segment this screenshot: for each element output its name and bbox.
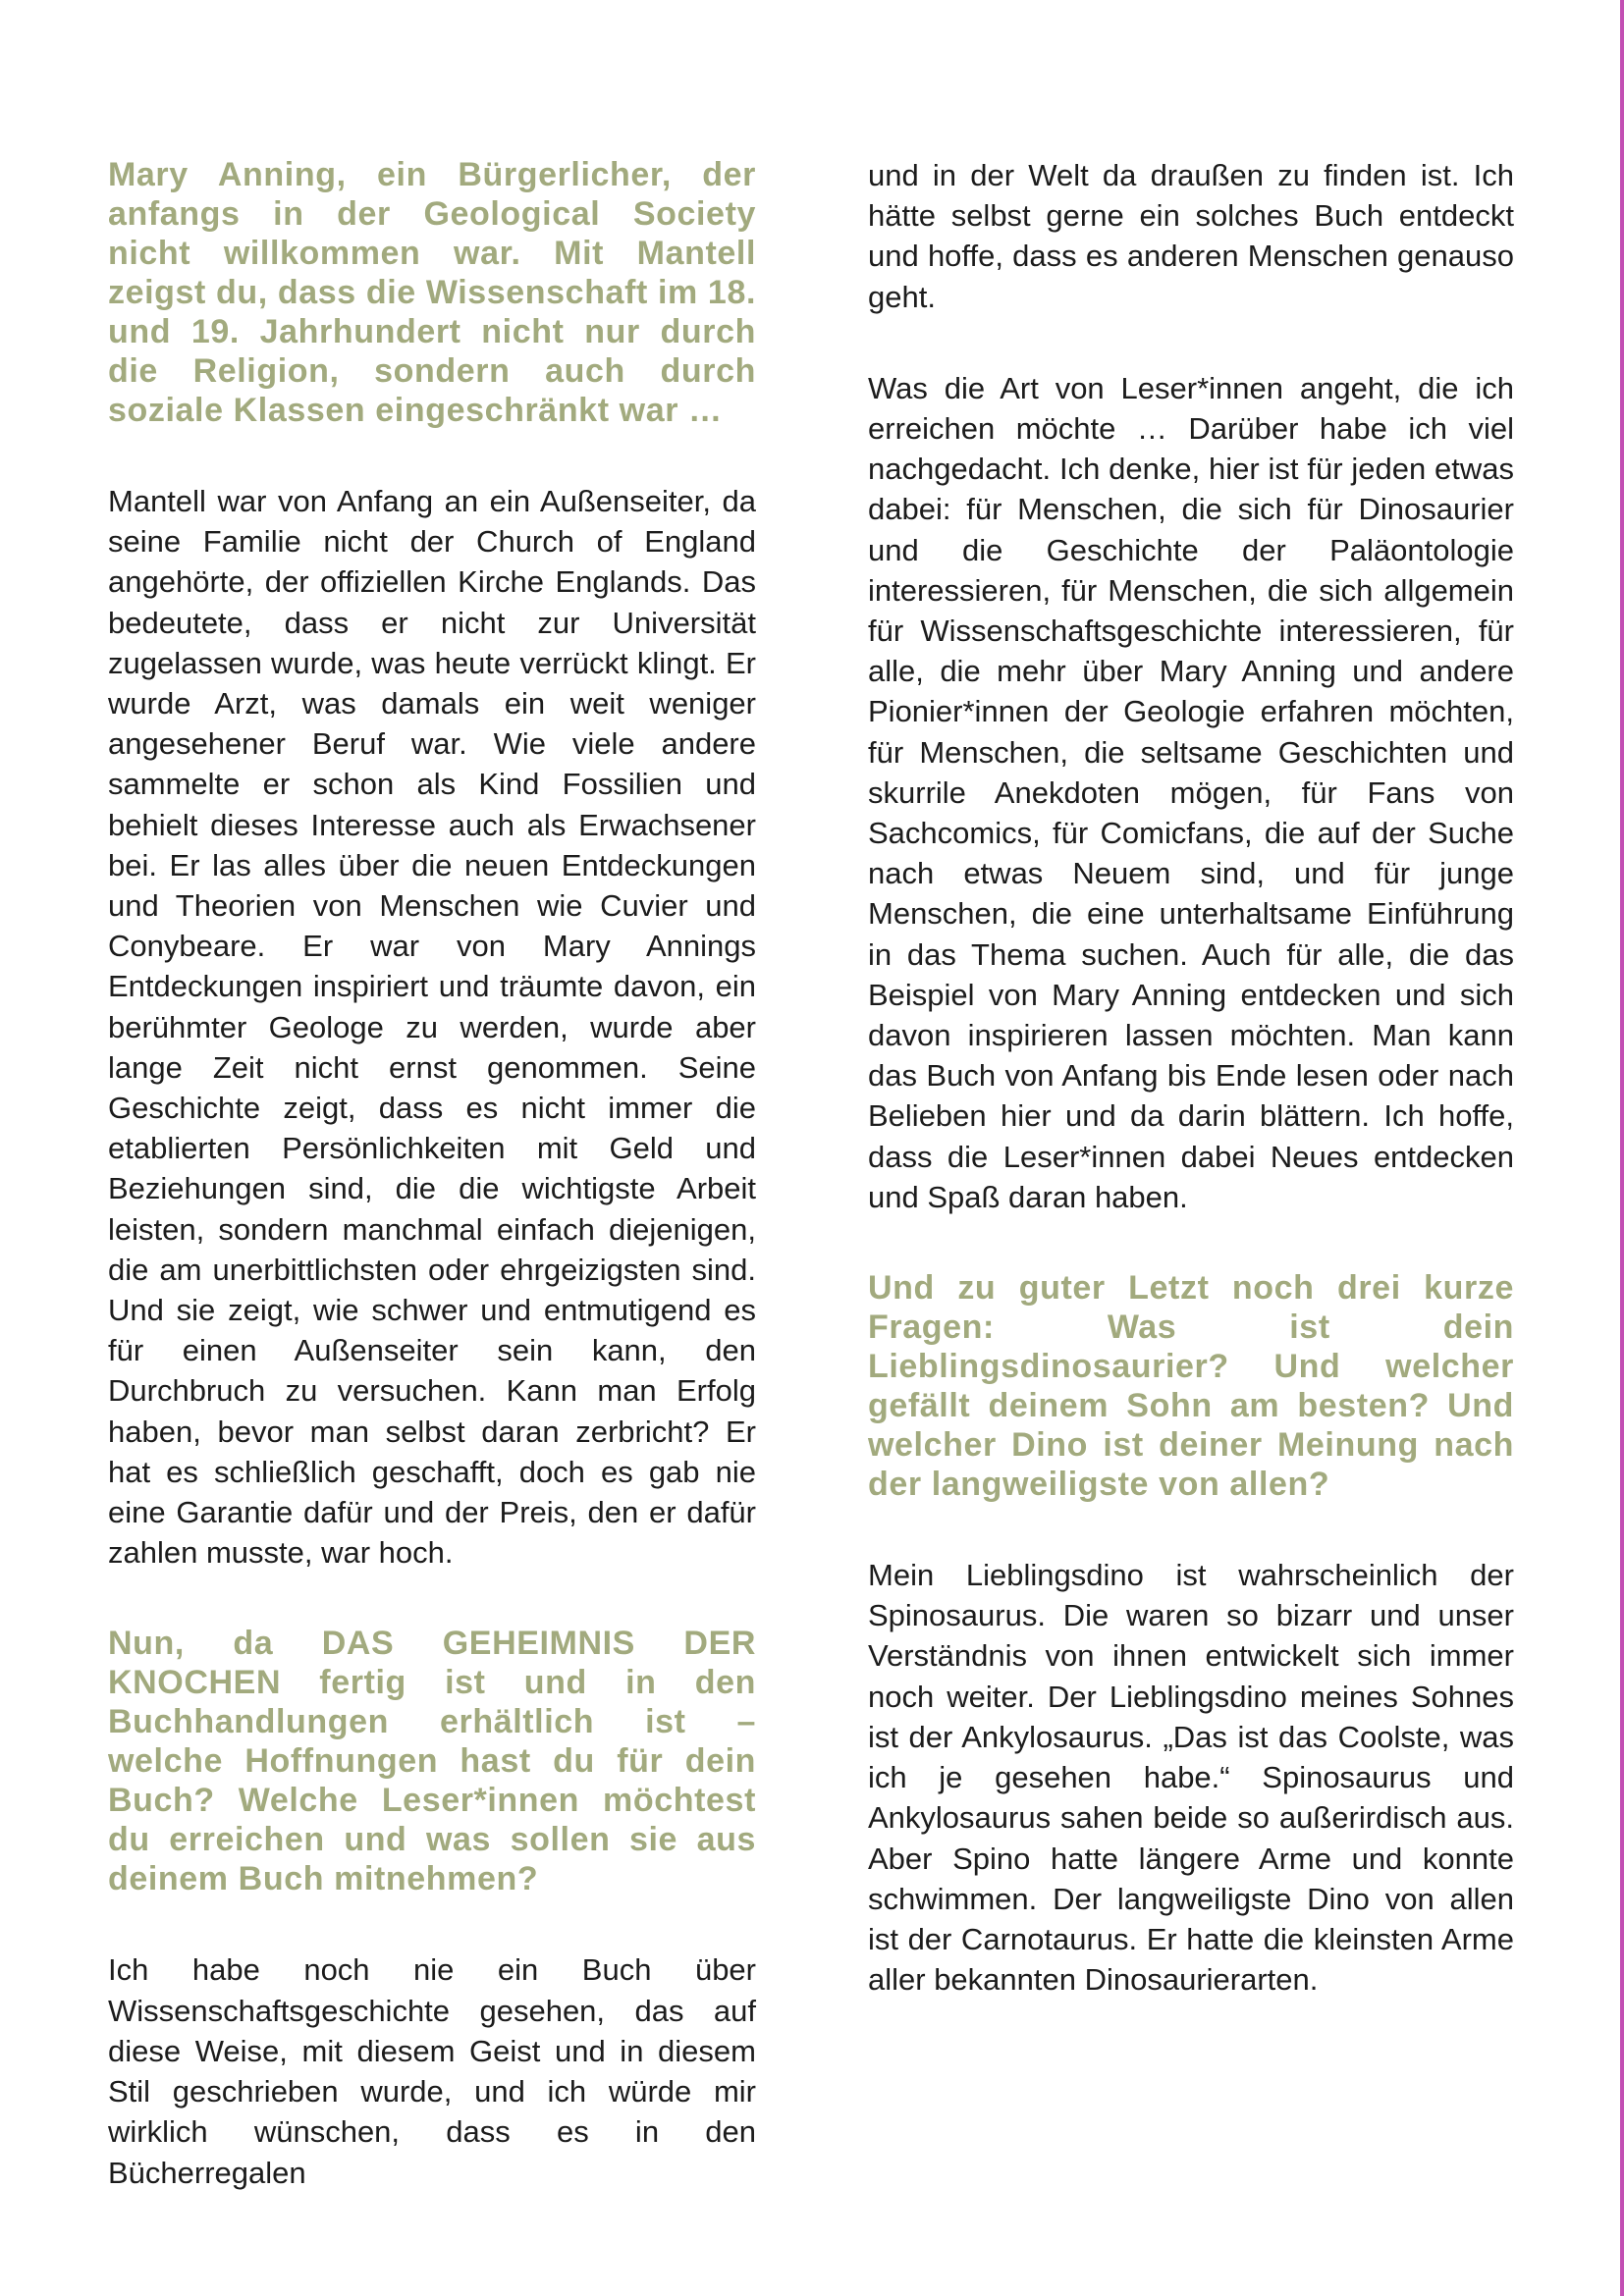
answer-2-paragraph-start: Ich habe noch nie ein Buch über Wissenschaftsgeschichte gesehen, das auf diese Weise, mit diesem Geist und in diesem Stil geschrieben wurde, und ich würde mir wirklich wünschen, dass es in den Bücherregalen [108, 1952, 756, 2190]
right-column [868, 155, 1514, 2051]
page-edge-line [1620, 0, 1624, 2296]
question-2-heading: Nun, da DAS GEHEIMNIS DER KNOCHEN fertig ist und in den Buchhandlungen erhältlich ist – welche Hoffnungen hast du für dein Buch? Welche Leser*innen möchtest du erreichen und was sollen sie aus deinem Buch mitnehmen? [108, 1625, 756, 1898]
answer-1-paragraph: Mantell war von Anfang an ein Außenseiter, da seine Familie nicht der Church of England angehörte, der offiziellen Kirche Englands. Das bedeutete, dass er nicht zur Universität zugelassen wurde, was heute verrückt klingt. Er wurde Arzt, was damals ein weit weniger angesehener Beruf war. Wie viele andere sammelte er schon als Kind Fossilien und behielt dieses Interesse auch als Erwachsener bei. Er las alles über die neuen Entdeckungen und Theorien von Menschen wie Cuvier und Conybeare. Er war von Mary Annings Entdeckungen inspiriert und träumte davon, ein berühmter Geologe zu werden, wurde aber lange Zeit nicht ernst genommen. Seine Geschichte zeigt, dass es nicht immer die etablierten Persönlichkeiten mit Geld und Beziehungen sind, die die wichtigste Arbeit leisten, sondern manchmal einfach diejenigen, die am unerbittlichsten oder ehrgeizigsten sind. Und sie zeigt, wie schwer und entmutigend es für einen Außenseiter sein kann, den Durchbruch zu versuchen. Kann man Erfolg haben, bevor man selbst daran zerbricht? Er hat es schließlich geschafft, doch es gab nie eine Garantie dafür und der Preis, den er dafür zahlen musste, war hoch. [108, 484, 756, 1571]
left-column [108, 155, 756, 2244]
answer-2-paragraph-2: Was die Art von Leser*innen angeht, die ich erreichen möchte … Darüber habe ich viel nachgedacht. Ich denke, hier ist für jeden etwas dabei: für Menschen, die sich für Dinosaurier und die Geschichte der Paläontologie interessieren, für Menschen, die sich allgemein für Wissenschaftsgeschichte interessieren, für alle, die mehr über Mary Anning und andere Pionier*innen der Geologie erfahren möchten, für Menschen, die seltsame Geschichten und skurrile Anekdoten mögen, für Fans von Sachcomics, für Comicfans, die auf der Suche nach etwas Neuem sind, und für junge Menschen, die eine unterhaltsame Einführung in das Thema suchen. Auch für alle, die das Beispiel von Mary Anning entdecken und sich davon inspirieren lassen möchten. Man kann das Buch von Anfang bis Ende lesen oder nach Belieben hier und da darin blättern. Ich hoffe, dass die Leser*innen dabei Neues entdecken und Spaß daran haben. [868, 370, 1514, 1214]
answer-3-paragraph: Mein Lieblingsdino ist wahrscheinlich der Spinosaurus. Die waren so bizarr und unser Verständnis von ihnen entwickelt sich immer noch weiter. Der Lieblingsdino meines Sohnes ist der Ankylosaurus. „Das ist das Coolste, was ich je gesehen habe.“ Spinosaurus und Ankylosaurus sahen beide so außerirdisch aus. Aber Spino hatte längere Arme und konnte schwimmen. Der langweiligste Dino von allen ist der Carnotaurus. Er hatte die kleinsten Arme aller bekannten Dinosaurierarten. [868, 1558, 1514, 1998]
question-1-heading: Mary Anning, ein Bürgerlicher, der anfangs in der Geological Society nicht willkommen war. Mit Mantell zeigst du, dass die Wissenschaft im 18. und 19. Jahrhundert nicht nur durch die Religion, sondern auch durch soziale Klassen eingeschränkt war … [108, 156, 756, 429]
answer-2-paragraph-continued: und in der Welt da draußen zu finden ist. Ich hätte selbst gerne ein solches Buch entdeckt und hoffe, dass es anderen Menschen genauso geht. [868, 158, 1514, 314]
question-3-heading: Und zu guter Letzt noch drei kurze Fragen: Was ist dein Lieblingsdinosaurier? Und welcher gefällt deinem Sohn am besten? Und welcher Dino ist deiner Meinung nach der langweiligste von allen? [868, 1269, 1514, 1504]
